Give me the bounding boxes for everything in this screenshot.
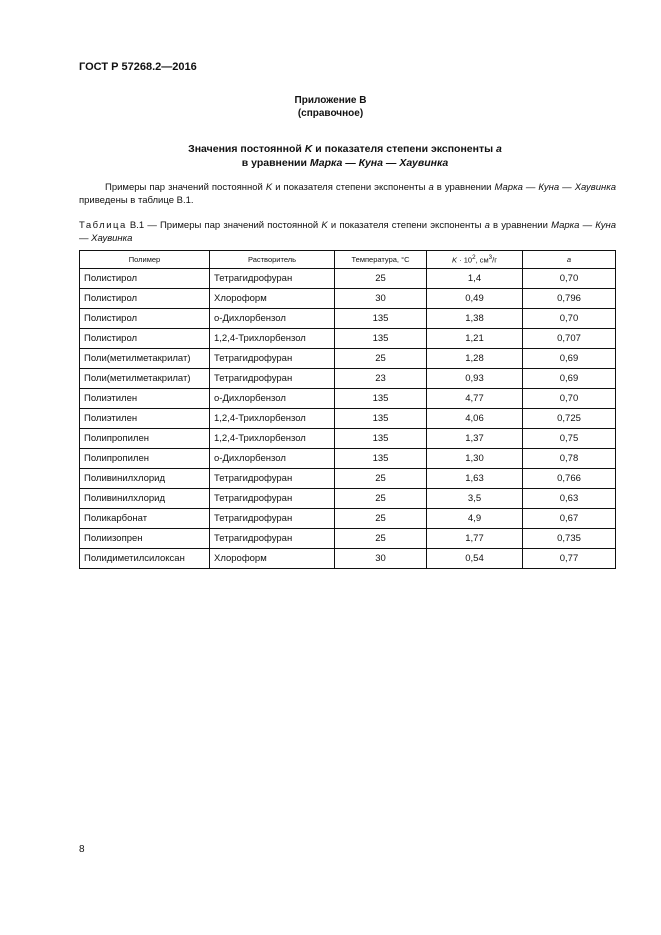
cell-polymer: Полистирол: [80, 329, 210, 349]
cell-a: 0,75: [523, 429, 616, 449]
standard-identifier: ГОСТ Р 57268.2—2016: [79, 61, 197, 73]
header-k: [427, 251, 523, 269]
table-row: [80, 389, 616, 409]
cell-solvent: Тетрагидрофуран: [210, 469, 335, 489]
table-row: [80, 369, 616, 389]
cell-a: 0,69: [523, 349, 616, 369]
header-k-symbol: K: [452, 255, 458, 265]
cell-temperature: 25: [335, 509, 427, 529]
header-temperature: Температура, °C: [335, 251, 427, 269]
cell-solvent: Тетрагидрофуран: [210, 269, 335, 289]
cell-k: 1,38: [427, 309, 523, 329]
cell-solvent: Тетрагидрофуран: [210, 369, 335, 389]
cell-solvent: Тетрагидрофуран: [210, 509, 335, 529]
header-a: [523, 251, 616, 269]
cell-solvent: Хлороформ: [210, 549, 335, 569]
cell-a: 0,69: [523, 369, 616, 389]
intro-symbol-k: K: [265, 182, 273, 193]
table-caption: [79, 219, 616, 245]
intro-text: и показателя степени экспоненты: [272, 182, 429, 193]
cell-polymer: Полиэтилен: [80, 409, 210, 429]
cell-k: 1,77: [427, 529, 523, 549]
cell-solvent: Тетрагидрофуран: [210, 529, 335, 549]
cell-solvent: Тетрагидрофуран: [210, 489, 335, 509]
cell-a: 0,725: [523, 409, 616, 429]
cell-k: 1,21: [427, 329, 523, 349]
cell-a: 0,77: [523, 549, 616, 569]
header-a-symbol: a: [566, 255, 572, 264]
cell-solvent: 1,2,4-Трихлорбензол: [210, 329, 335, 349]
table-row: [80, 509, 616, 529]
cell-k: 4,9: [427, 509, 523, 529]
cell-a: 0,63: [523, 489, 616, 509]
cell-polymer: Поливинилхлорид: [80, 489, 210, 509]
cell-k: 4,06: [427, 409, 523, 429]
table-row: [80, 349, 616, 369]
page-number: 8: [79, 844, 85, 855]
table-row: [80, 429, 616, 449]
cell-a: 0,67: [523, 509, 616, 529]
title-equation-name: Марка — Куна — Хаувинка: [309, 157, 449, 169]
header-solvent: Растворитель: [210, 251, 335, 269]
cell-temperature: 135: [335, 309, 427, 329]
caption-text: — Примеры пар значений постоянной: [144, 220, 322, 231]
title-text: и показателя степени экспоненты: [312, 143, 497, 155]
intro-paragraph: [79, 181, 616, 207]
table-row: [80, 449, 616, 469]
cell-k: 1,30: [427, 449, 523, 469]
cell-k: 0,54: [427, 549, 523, 569]
intro-text: в уравнении: [433, 182, 495, 193]
cell-temperature: 25: [335, 489, 427, 509]
header-k-text: · 10: [457, 255, 473, 265]
intro-text: приведены в таблице В.1.: [79, 195, 194, 206]
caption-number: В.1: [126, 220, 145, 231]
header-k-unit-exponent: 3: [488, 254, 493, 262]
cell-solvent: 1,2,4-Трихлорбензол: [210, 409, 335, 429]
cell-k: 0,93: [427, 369, 523, 389]
cell-polymer: Полистирол: [80, 269, 210, 289]
cell-solvent: о-Дихлорбензол: [210, 449, 335, 469]
cell-solvent: о-Дихлорбензол: [210, 389, 335, 409]
cell-solvent: Тетрагидрофуран: [210, 349, 335, 369]
cell-temperature: 25: [335, 269, 427, 289]
cell-polymer: Поли(метилметакрилат): [80, 369, 210, 389]
cell-a: 0,707: [523, 329, 616, 349]
cell-temperature: 135: [335, 389, 427, 409]
cell-temperature: 25: [335, 469, 427, 489]
caption-text: в уравнении: [489, 220, 552, 231]
cell-polymer: Поликарбонат: [80, 509, 210, 529]
cell-polymer: Полипропилен: [80, 429, 210, 449]
cell-temperature: 135: [335, 449, 427, 469]
section-title-line1: [0, 142, 661, 156]
table-row: [80, 489, 616, 509]
cell-temperature: 135: [335, 409, 427, 429]
cell-k: 1,28: [427, 349, 523, 369]
cell-polymer: Полидиметилсилоксан: [80, 549, 210, 569]
cell-k: 1,37: [427, 429, 523, 449]
cell-solvent: Хлороформ: [210, 289, 335, 309]
intro-symbol-a: a: [428, 182, 434, 193]
cell-a: 0,78: [523, 449, 616, 469]
intro-text: Примеры пар значений постоянной: [105, 182, 266, 193]
cell-a: 0,70: [523, 269, 616, 289]
cell-temperature: 30: [335, 289, 427, 309]
table-row: [80, 469, 616, 489]
title-text: в уравнении: [241, 157, 310, 169]
cell-k: 3,5: [427, 489, 523, 509]
cell-temperature: 23: [335, 369, 427, 389]
appendix-heading: [0, 94, 661, 120]
caption-text: и показателя степени экспоненты: [327, 220, 485, 231]
caption-equation-name: Марка — Куна — Хаувинка: [79, 220, 616, 244]
table-row: [80, 409, 616, 429]
cell-polymer: Полипропилен: [80, 449, 210, 469]
cell-a: 0,70: [523, 389, 616, 409]
cell-polymer: Поли(метилметакрилат): [80, 349, 210, 369]
cell-polymer: Полистирол: [80, 309, 210, 329]
table-row: [80, 549, 616, 569]
cell-temperature: 25: [335, 529, 427, 549]
cell-temperature: 30: [335, 549, 427, 569]
table-row: [80, 309, 616, 329]
cell-polymer: Полиэтилен: [80, 389, 210, 409]
header-k-unit: , см: [475, 255, 489, 265]
title-text: Значения постоянной: [188, 143, 305, 155]
cell-solvent: о-Дихлорбензол: [210, 309, 335, 329]
header-k-unit-end: /г: [492, 255, 497, 265]
caption-symbol-a: a: [484, 220, 490, 231]
constants-table: [79, 250, 616, 569]
table-row: [80, 329, 616, 349]
cell-polymer: Полиизопрен: [80, 529, 210, 549]
cell-temperature: 25: [335, 349, 427, 369]
appendix-title: Приложение В: [294, 95, 367, 106]
intro-equation-name: Марка — Куна — Хаувинка: [494, 182, 616, 193]
section-title: [0, 142, 661, 170]
cell-a: 0,796: [523, 289, 616, 309]
cell-temperature: 135: [335, 429, 427, 449]
cell-temperature: 135: [335, 329, 427, 349]
table-row: [80, 289, 616, 309]
appendix-subtitle: (справочное): [297, 108, 364, 119]
caption-label: Таблица: [79, 220, 127, 231]
table-header-row: [80, 251, 616, 269]
cell-k: 1,4: [427, 269, 523, 289]
table-body: [80, 269, 616, 569]
cell-polymer: Поливинилхлорид: [80, 469, 210, 489]
table-row: [80, 269, 616, 289]
cell-a: 0,766: [523, 469, 616, 489]
cell-k: 0,49: [427, 289, 523, 309]
caption-symbol-k: K: [321, 220, 328, 231]
cell-solvent: 1,2,4-Трихлорбензол: [210, 429, 335, 449]
cell-k: 1,63: [427, 469, 523, 489]
cell-a: 0,70: [523, 309, 616, 329]
section-title-line2: [0, 156, 661, 170]
cell-polymer: Полистирол: [80, 289, 210, 309]
header-polymer: Полимер: [80, 251, 210, 269]
header-k-exponent: 2: [472, 254, 476, 262]
title-symbol-k: K: [304, 143, 313, 155]
cell-k: 4,77: [427, 389, 523, 409]
table-row: [80, 529, 616, 549]
cell-a: 0,735: [523, 529, 616, 549]
title-symbol-a: a: [496, 143, 502, 155]
